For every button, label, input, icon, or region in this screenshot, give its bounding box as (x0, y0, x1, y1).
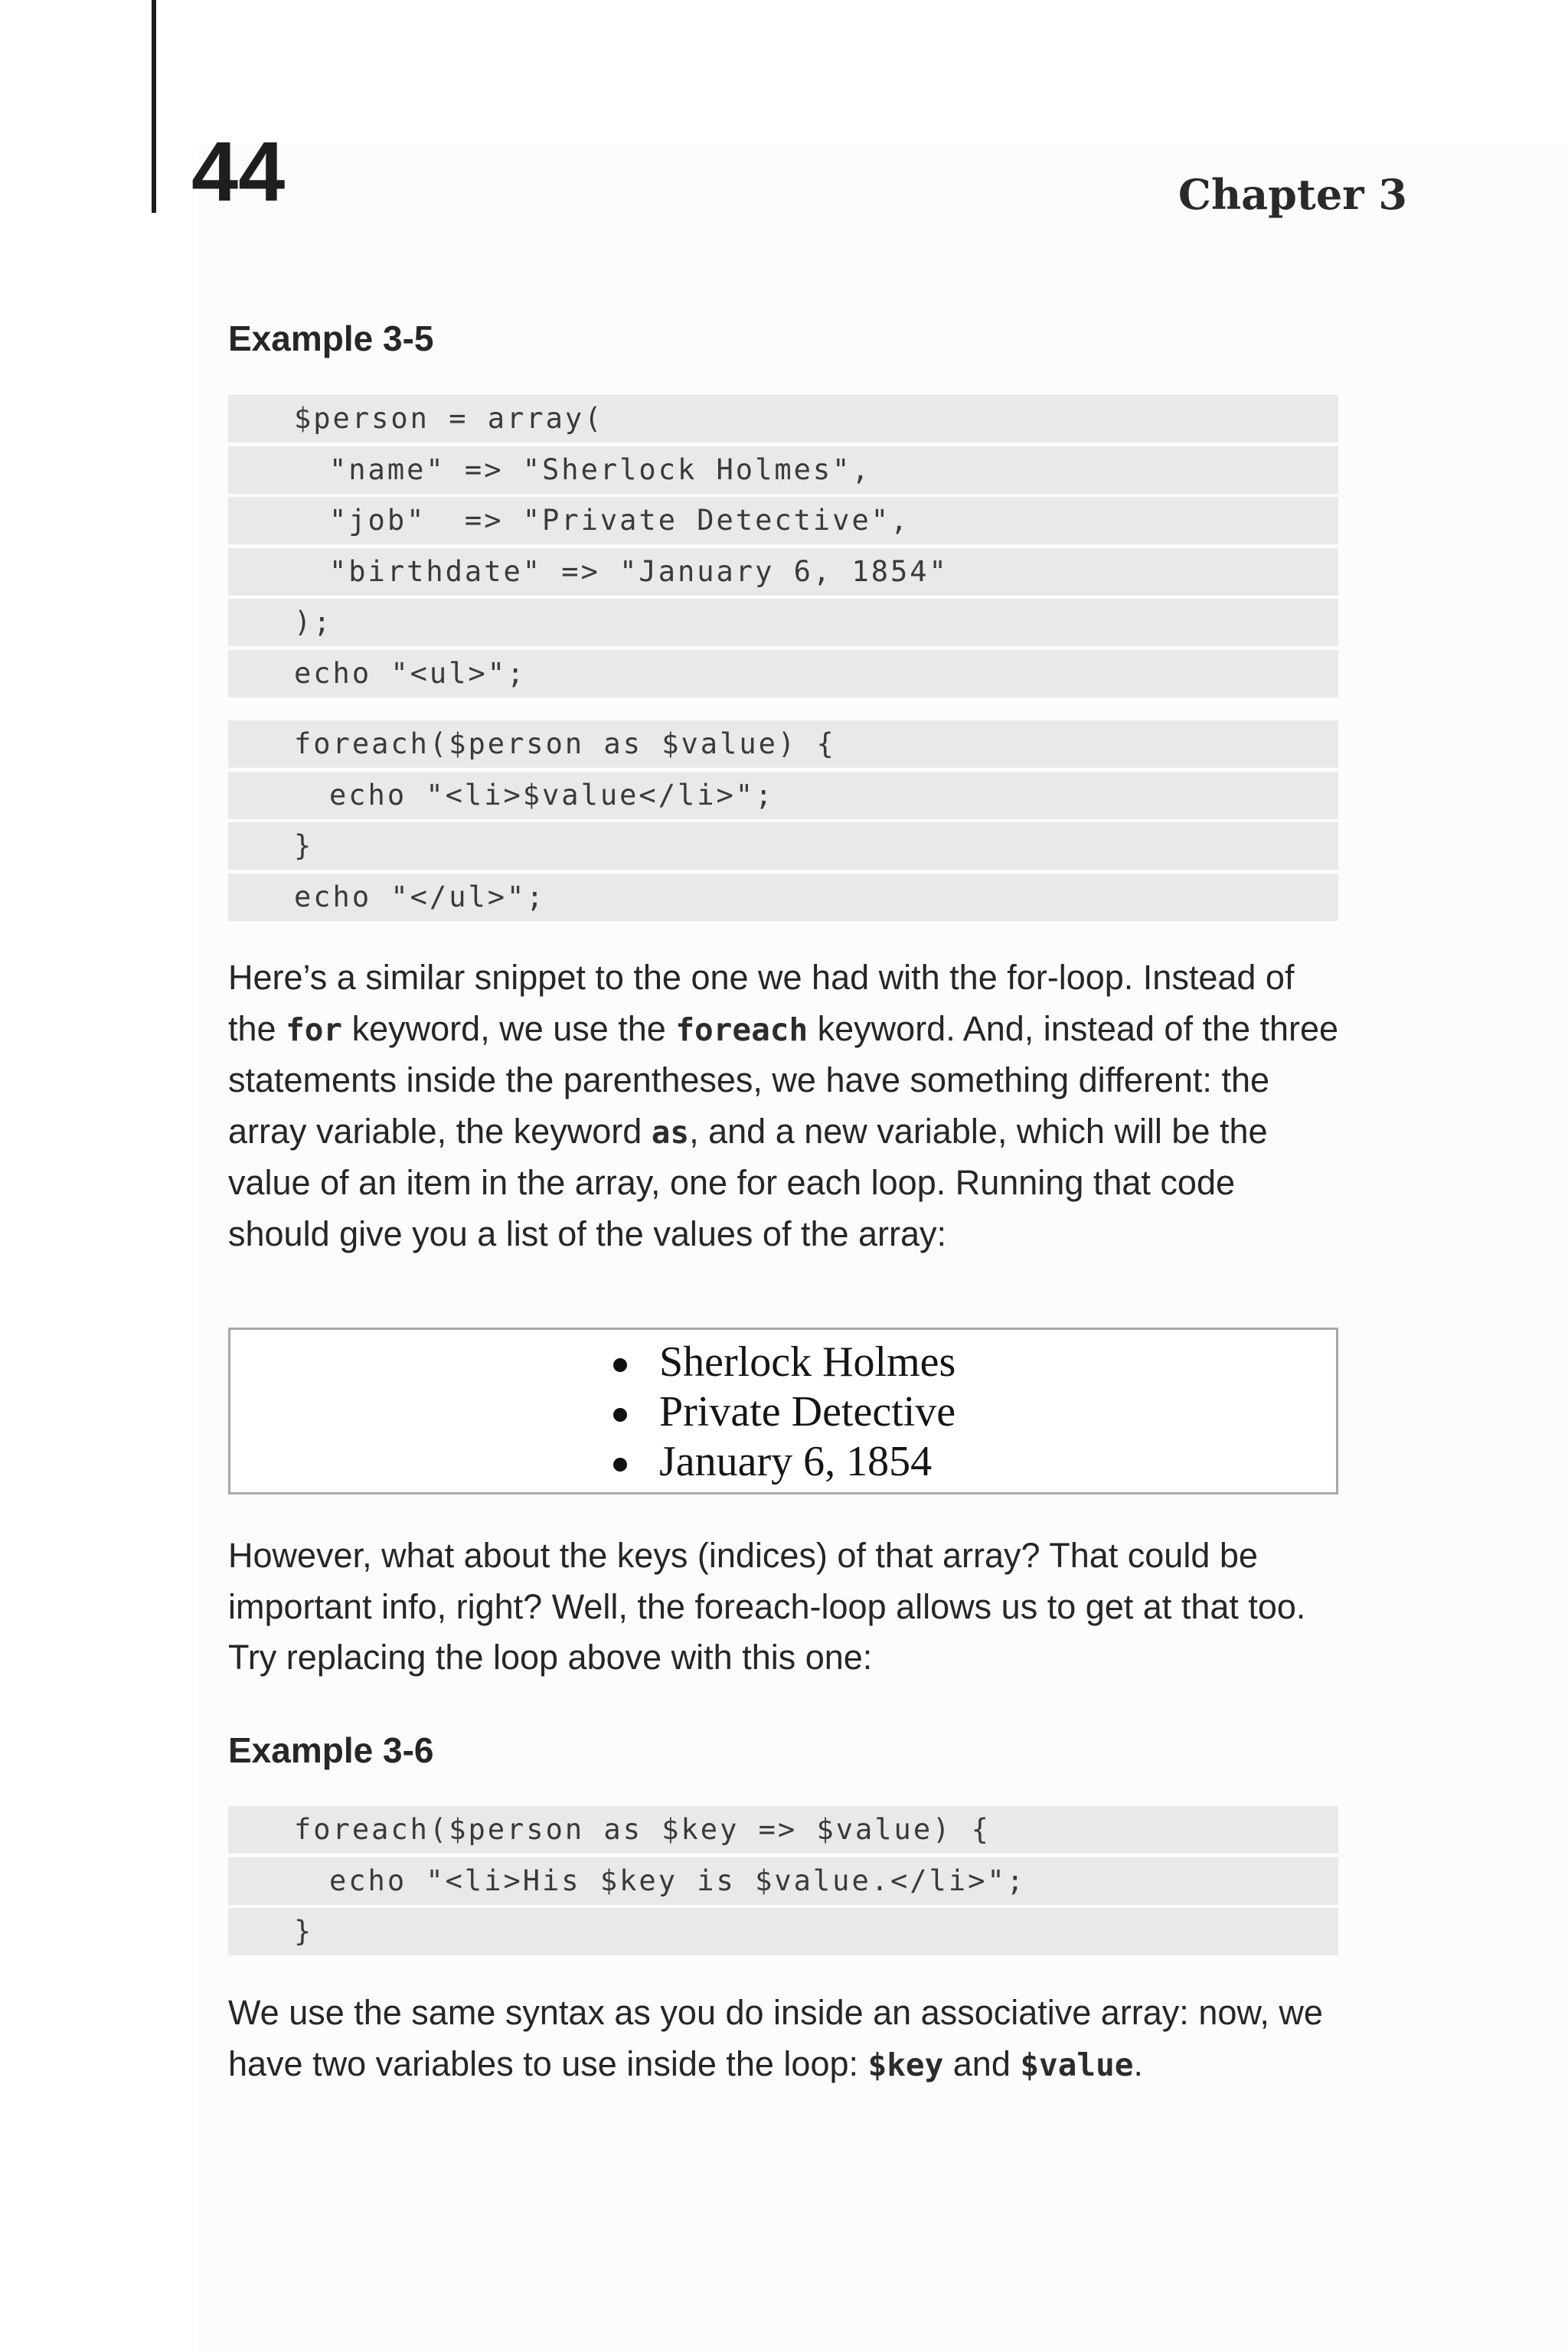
text-run: . (1133, 2043, 1143, 2083)
code-line: ); (228, 599, 1338, 646)
example-heading: Example 3-6 (228, 1730, 434, 1770)
list-item (613, 1338, 956, 1387)
code-block (228, 720, 1338, 924)
list-item-text: Sherlock Holmes (659, 1338, 956, 1386)
body-paragraph (228, 1988, 1346, 2090)
text-run: Here’s a similar snippet to the one we had with the for-loop. Instead of the (228, 958, 1295, 1048)
output-list (613, 1338, 956, 1487)
inline-code: as (651, 1113, 690, 1151)
code-block (228, 1806, 1338, 1959)
body-paragraph (228, 952, 1346, 1259)
code-line: foreach($person as $value) { (228, 720, 1338, 768)
text-run: keyword, we use the (342, 1008, 676, 1048)
code-line: "job" => "Private Detective", (228, 497, 1338, 544)
code-line: echo "<ul>"; (228, 650, 1338, 697)
code-block (228, 395, 1338, 701)
text-run: and (943, 2043, 1021, 2083)
text-run: We use the same syntax as you do inside an associative array: now, we have two variables to use inside the loop: (228, 1993, 1323, 2083)
output-figure (228, 1328, 1338, 1494)
header-rule (152, 0, 156, 213)
text-run: , and a new variable, which will be the value of an item in the array, one for each loop. Running that code should give you a list of the values of the array: (228, 1111, 1268, 1253)
list-item-text: Private Detective (659, 1388, 956, 1436)
list-item-text: January 6, 1854 (659, 1438, 933, 1485)
code-line: "name" => "Sherlock Holmes", (228, 446, 1338, 494)
example-heading: Example 3-5 (228, 318, 434, 358)
code-line: echo "<li>His $key is $value.</li>"; (228, 1857, 1338, 1905)
list-item (613, 1437, 956, 1487)
page-number: 44 (191, 125, 286, 219)
code-line: echo "<li>$value</li>"; (228, 772, 1338, 819)
body-paragraph: However, what about the keys (indices) of that array? That could be important info, right? Well, the foreach-loop allows us to get at that too. Try replacing the loop above with this one: (228, 1536, 1306, 1677)
code-line: $person = array( (228, 395, 1338, 443)
bullet-icon (613, 1358, 627, 1372)
bullet-icon (613, 1408, 627, 1422)
inline-code: foreach (675, 1011, 808, 1048)
code-line: echo "</ul>"; (228, 874, 1338, 921)
list-item (613, 1387, 956, 1437)
inline-code: for (286, 1011, 343, 1048)
text-run: keyword. And, instead of the three statements inside the parentheses, we have something different: the array variable, the keyword (228, 1008, 1339, 1151)
code-line: "birthdate" => "January 6, 1854" (228, 548, 1338, 596)
code-line: } (228, 1908, 1338, 1955)
code-line: } (228, 822, 1338, 870)
inline-code: $key (867, 2046, 944, 2083)
chapter-title: Chapter 3 (1178, 170, 1407, 219)
bullet-icon (613, 1458, 627, 1472)
inline-code: $value (1020, 2046, 1134, 2083)
code-line: foreach($person as $key => $value) { (228, 1806, 1338, 1854)
